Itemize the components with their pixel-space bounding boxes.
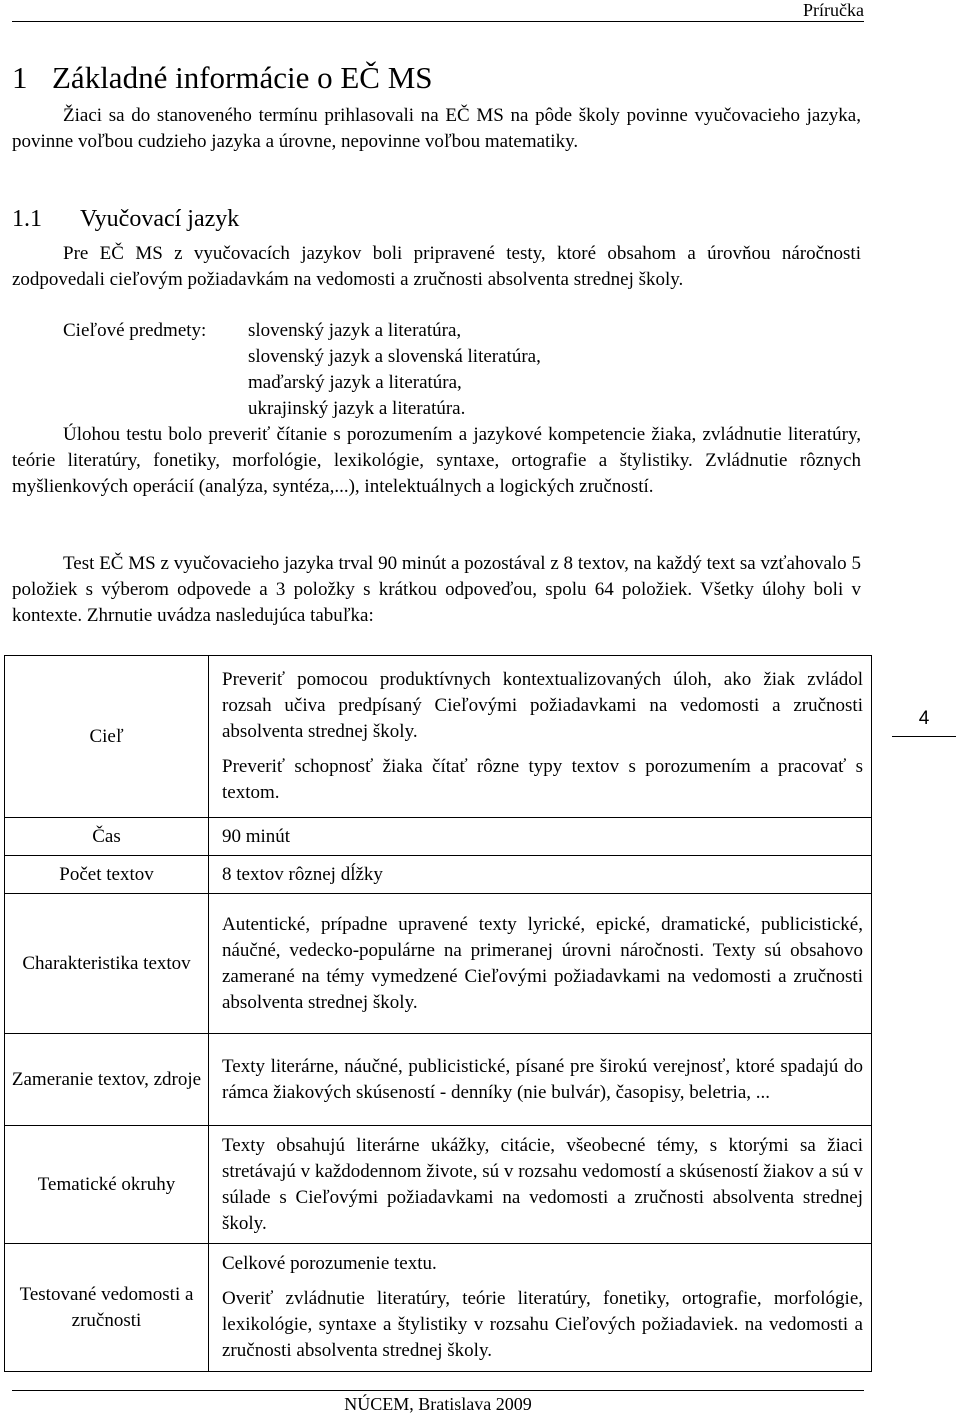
- task-paragraph: Úlohou testu bolo preveriť čítanie s porozumením a jazykové kompetencie žiaka, zvládnutie literatúry, teórie literatúry, fonetiky, morfológie, lexikológie, syntaxe, ortografie a štylistiky. Zvládnutie rôznych myšlienkových operácií (analýza, syntéza,...), intelektuálnych a logických zručností.: [12, 424, 861, 497]
- table-row: [5, 1244, 872, 1372]
- row-value-text: Preveriť schopnosť žiaka čítať rôzne typy textov s porozumením a pracovať s textom.: [222, 756, 863, 803]
- row-value-text: 90 minút: [222, 825, 291, 847]
- row-value: [209, 1126, 872, 1244]
- row-value-text: 8 textov rôznej dĺžky: [222, 863, 383, 885]
- running-header: [12, 0, 864, 22]
- row-label: Cieľ: [5, 656, 209, 818]
- list-item: [63, 396, 863, 422]
- row-label: Tematické okruhy: [5, 1126, 209, 1244]
- row-value-text: Preveriť pomocou produktívnych kontextualizovaných úloh, ako žiak zvládol rozsah učiva predpísaný Cieľovými požiadavkami na vedomosti a zručnosti absolventa strednej školy.: [222, 669, 863, 742]
- row-value: [209, 818, 872, 856]
- table-row: [5, 894, 872, 1034]
- target-subjects-label: Cieľové predmety:: [63, 320, 207, 341]
- subsection-intro-paragraph: Pre EČ MS z vyučovacích jazykov boli pripravené testy, ktoré obsahom a úrovňou náročnosti zodpovedali cieľovým požiadavkám na vedomosti a zručnosti absolventa strednej školy.: [12, 243, 861, 290]
- row-value: [209, 856, 872, 894]
- table-row: [5, 1126, 872, 1244]
- subsection-title: Vyučovací jazyk: [80, 206, 240, 232]
- intro-paragraph: Žiaci sa do stanoveného termínu prihlasovali na EČ MS na pôde školy povinne vyučovacieho jazyka, povinne voľbou cudzieho jazyka a úrovne, nepovinne voľbou matematiky.: [12, 105, 861, 152]
- row-value-text: Texty obsahujú literárne ukážky, citácie, všeobecné témy, s ktorými sa žiaci stretávajú v každodennom živote, sú v rozsahu vedomostí a skúseností žiakov a sú v súlade s Cieľovými požiadavkami na vedomosti a zručnosti absolventa strednej školy.: [222, 1134, 863, 1234]
- page-number: 4: [892, 704, 956, 737]
- table-row: [5, 856, 872, 894]
- row-value-text: Texty literárne, náučné, publicistické, písané pre širokú verejnosť, ktoré spadajú do rámca žiakových skúseností - denníky (nie bulvár), časopisy, beletria, ...: [222, 1055, 863, 1103]
- subsection-heading: [12, 205, 239, 233]
- table-row: [5, 1034, 872, 1126]
- target-subject-item: maďarský jazyk a literatúra,: [248, 372, 462, 393]
- row-value: [209, 1244, 872, 1372]
- table-row: [5, 818, 872, 856]
- target-subject-item: slovenský jazyk a literatúra,: [248, 320, 462, 341]
- section-title: Základné informácie o EČ MS: [52, 60, 433, 95]
- target-subjects-list: [63, 318, 863, 422]
- list-item: [63, 370, 863, 396]
- row-label: Testované vedomosti a zručnosti: [5, 1244, 209, 1372]
- row-value-text: Overiť zvládnutie literatúry, teórie literatúry, fonetiky, ortografie, morfológie, lexikológie, syntaxe a štylistiky v rozsahu Cieľových požiadaviek. na vedomosti a zručnosti absolventa strednej školy.: [222, 1288, 863, 1361]
- row-value: [209, 894, 872, 1034]
- target-subject-item: ukrajinský jazyk a literatúra.: [248, 398, 466, 419]
- summary-table: [4, 655, 872, 1372]
- section-heading: [12, 60, 433, 96]
- section-number: 1: [12, 60, 28, 95]
- page-footer: [12, 1390, 864, 1418]
- test-paragraph: Test EČ MS z vyučovacieho jazyka trval 90 minút a pozostával z 8 textov, na každý text sa vzťahovalo 5 položiek s výberom odpovede a 3 položky s krátkou odpoveďou, spolu 64 položiek. Všetky úlohy boli v kontexte. Zhrnutie uvádza nasledujúca tabuľka:: [12, 553, 861, 626]
- row-label: Počet textov: [5, 856, 209, 894]
- row-label: Čas: [5, 818, 209, 856]
- list-item: [63, 344, 863, 370]
- row-value-text: Celkové porozumenie textu.: [222, 1253, 437, 1274]
- table-row: [5, 656, 872, 818]
- row-value-text: Autentické, prípadne upravené texty lyrické, epické, dramatické, publicistické, náučné, vedecko-populárne na primeranej úrovni náročnosti. Texty sú obsahovo zamerané na témy vymedzené Cieľovými požiadavkami na vedomosti a zručnosti absolventa strednej školy.: [222, 913, 863, 1013]
- row-value: [209, 656, 872, 818]
- running-title: Príručka: [803, 0, 864, 20]
- row-label: Zameranie textov, zdroje: [5, 1034, 209, 1126]
- target-subject-item: slovenský jazyk a slovenská literatúra,: [248, 346, 541, 367]
- subsection-number: 1.1: [12, 206, 42, 232]
- footer-text: NÚCEM, Bratislava 2009: [344, 1394, 532, 1414]
- row-label: Charakteristika textov: [5, 894, 209, 1034]
- row-value: [209, 1034, 872, 1126]
- list-item: [63, 318, 863, 344]
